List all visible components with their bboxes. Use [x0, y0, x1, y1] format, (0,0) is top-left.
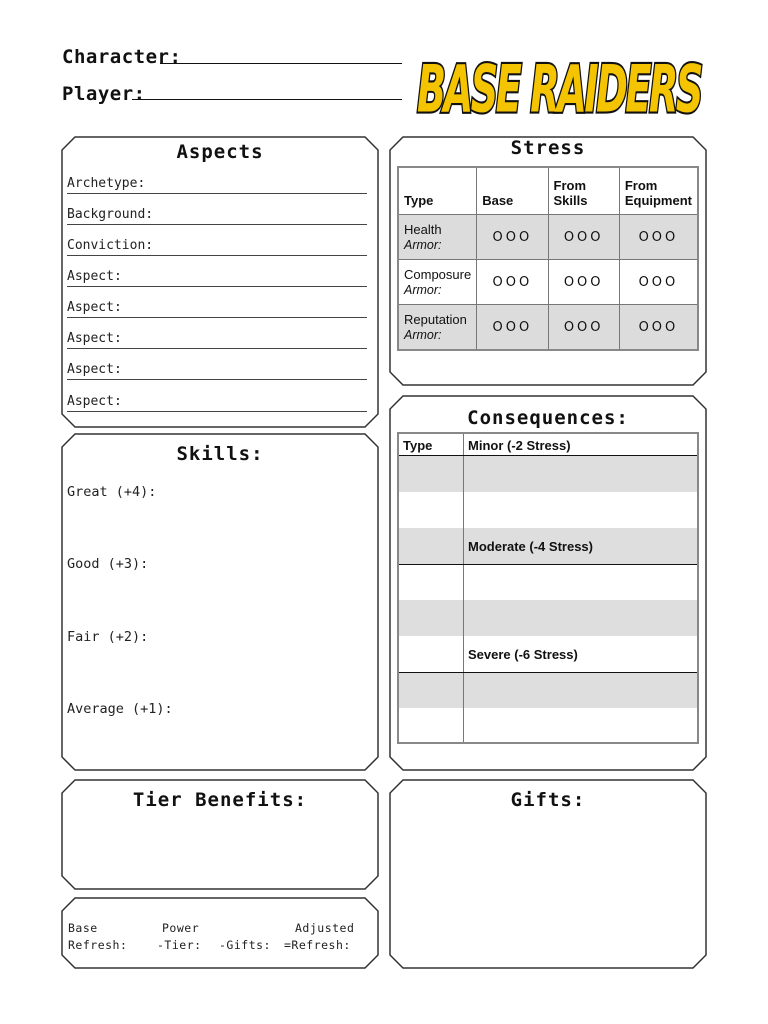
aspect-row-background[interactable]: Background:	[67, 207, 367, 225]
stress-boxes-base[interactable]: OOO	[477, 215, 548, 260]
gifts-title: Gifts:	[510, 789, 586, 811]
refresh-panel	[61, 897, 379, 969]
stress-table	[397, 166, 699, 351]
aspect-row-conviction[interactable]: Conviction:	[67, 238, 367, 256]
aspect-row[interactable]: Aspect:	[67, 331, 367, 349]
aspects-panel	[61, 136, 379, 428]
stress-boxes-skills[interactable]: OOO	[548, 260, 619, 305]
gifts-panel	[389, 779, 707, 969]
stress-header-skills: From Skills	[548, 167, 619, 215]
stress-boxes-skills[interactable]: OOO	[548, 305, 619, 351]
character-field[interactable]	[160, 63, 402, 64]
aspects-title: Aspects	[176, 141, 264, 163]
stress-boxes-equipment[interactable]: OOO	[619, 260, 698, 305]
consequence-severe-label: Severe (-6 Stress)	[468, 647, 578, 662]
stress-boxes-equipment[interactable]: OOO	[619, 305, 698, 351]
power-label: Power	[162, 921, 200, 935]
consequences-table	[397, 432, 699, 744]
stress-header-type: Type	[398, 167, 477, 215]
consequence-moderate-label: Moderate (-4 Stress)	[468, 539, 593, 554]
gifts-label: -Gifts:	[219, 938, 271, 952]
skills-panel	[61, 433, 379, 771]
stress-boxes-base[interactable]: OOO	[477, 260, 548, 305]
skills-title: Skills:	[176, 443, 264, 465]
skill-level-fair: Fair (+2):	[67, 629, 149, 645]
stress-title: Stress	[510, 137, 586, 159]
aspect-row[interactable]: Aspect:	[67, 394, 367, 412]
aspect-row-archetype[interactable]: Archetype:	[67, 176, 367, 194]
svg-text:BASE RAIDERS: BASE RAIDERS	[417, 50, 702, 125]
player-label: Player:	[62, 83, 146, 105]
tier-benefits-title: Tier Benefits:	[132, 789, 308, 811]
tier-benefits-panel	[61, 779, 379, 890]
stress-header-base: Base	[477, 167, 548, 215]
base-refresh-label-1: Base	[68, 921, 98, 935]
player-field[interactable]	[132, 99, 402, 100]
skill-level-average: Average (+1):	[67, 701, 173, 717]
aspect-row[interactable]: Aspect:	[67, 300, 367, 318]
aspect-row[interactable]: Aspect:	[67, 362, 367, 380]
consequences-header-type: Type	[403, 438, 433, 453]
stress-boxes-skills[interactable]: OOO	[548, 215, 619, 260]
tier-label: -Tier:	[157, 938, 202, 952]
skill-level-great: Great (+4):	[67, 484, 157, 500]
consequences-title: Consequences:	[467, 407, 629, 429]
aspect-row[interactable]: Aspect:	[67, 269, 367, 287]
stress-row-health: Health Armor:	[398, 215, 477, 260]
stress-boxes-equipment[interactable]: OOO	[619, 215, 698, 260]
base-raiders-logo	[414, 40, 704, 125]
character-label: Character:	[62, 46, 182, 68]
stress-row-reputation: Reputation Armor:	[398, 305, 477, 351]
stress-boxes-base[interactable]: OOO	[477, 305, 548, 351]
base-refresh-label-2: Refresh:	[68, 938, 128, 952]
adjusted-label: Adjusted	[295, 921, 355, 935]
skill-level-good: Good (+3):	[67, 556, 149, 572]
stress-row-composure: Composure Armor:	[398, 260, 477, 305]
stress-header-equipment: From Equipment	[619, 167, 698, 215]
adjusted-refresh-label: =Refresh:	[284, 938, 351, 952]
consequence-minor-label: Minor (-2 Stress)	[468, 438, 571, 453]
